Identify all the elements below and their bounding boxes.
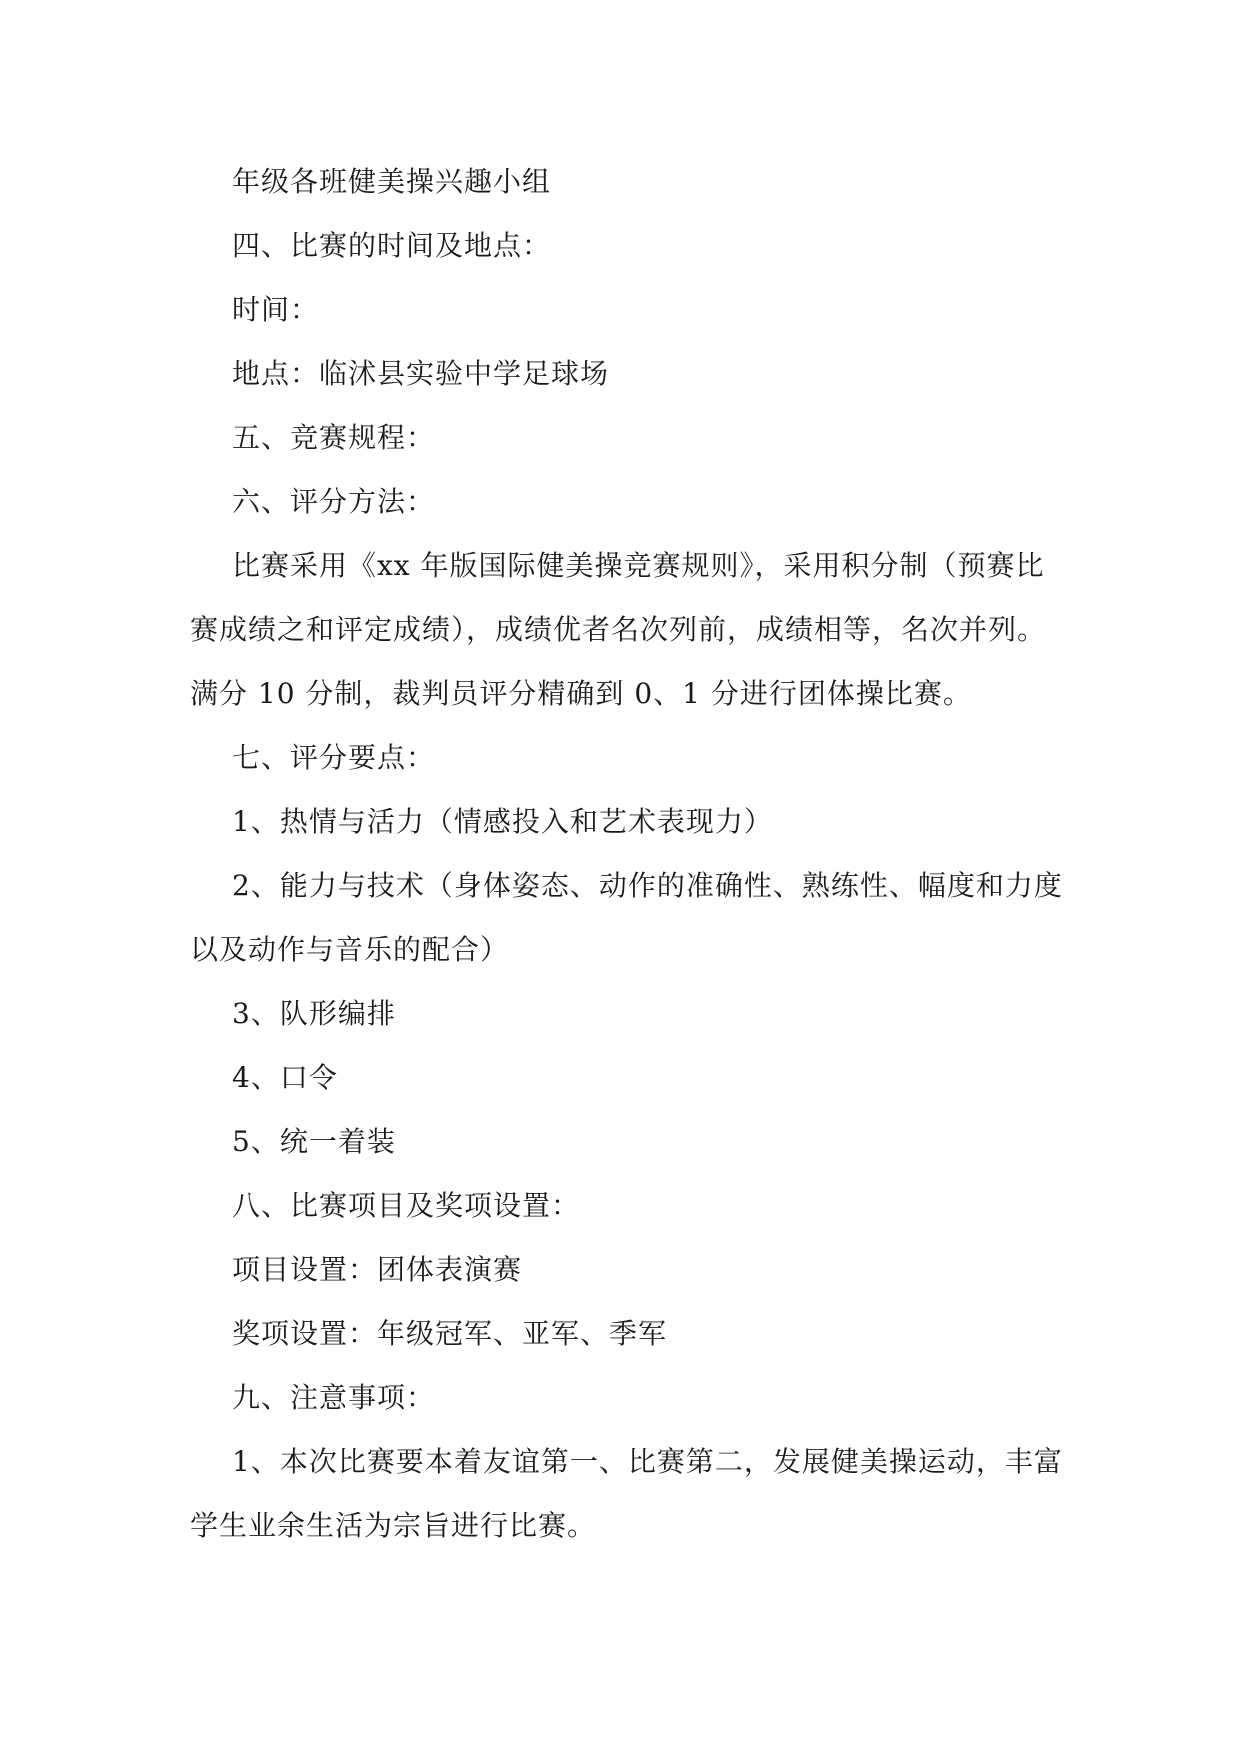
paragraph-scoring-line-3: 满分 10 分制，裁判员评分精确到 0、1 分进行团体操比赛。	[190, 677, 972, 710]
heading-competition-rules: 五、竞赛规程：	[232, 421, 436, 454]
paragraph-time: 时间：	[232, 293, 320, 326]
heading-time-location: 四、比赛的时间及地点：	[232, 229, 552, 262]
list-item-ability-line-2: 以及动作与音乐的配合）	[190, 933, 510, 966]
paragraph-scoring-line-1: 比赛采用《xx 年版国际健美操竞赛规则》，采用积分制（预赛比	[232, 549, 1045, 582]
list-item-note-1-line-2: 学生业余生活为宗旨进行比赛。	[190, 1509, 597, 1542]
paragraph-award-setup: 奖项设置：年级冠军、亚军、季军	[232, 1317, 668, 1350]
paragraph-location: 地点：临沭县实验中学足球场	[232, 357, 610, 390]
list-item-uniform: 5、统一着装	[232, 1125, 396, 1158]
list-item-formation: 3、队形编排	[232, 997, 396, 1030]
heading-scoring-points: 七、评分要点：	[232, 741, 436, 774]
list-item-passion: 1、热情与活力（情感投入和艺术表现力）	[232, 805, 773, 838]
list-item-ability-line-1: 2、能力与技术（身体姿态、动作的准确性、熟练性、幅度和力度	[232, 869, 1063, 902]
heading-events-awards: 八、比赛项目及奖项设置：	[232, 1189, 581, 1222]
paragraph-scoring-line-2: 赛成绩之和评定成绩），成绩优者名次列前，成绩相等，名次并列。	[190, 613, 1047, 646]
paragraph-participants: 年级各班健美操兴趣小组	[232, 165, 552, 198]
heading-scoring-method: 六、评分方法：	[232, 485, 436, 518]
heading-notes: 九、注意事项：	[232, 1381, 436, 1414]
list-item-command: 4、口令	[232, 1061, 338, 1094]
list-item-note-1-line-1: 1、本次比赛要本着友谊第一、比赛第二，发展健美操运动，丰富	[232, 1445, 1063, 1478]
paragraph-event-setup: 项目设置：团体表演赛	[232, 1253, 523, 1286]
